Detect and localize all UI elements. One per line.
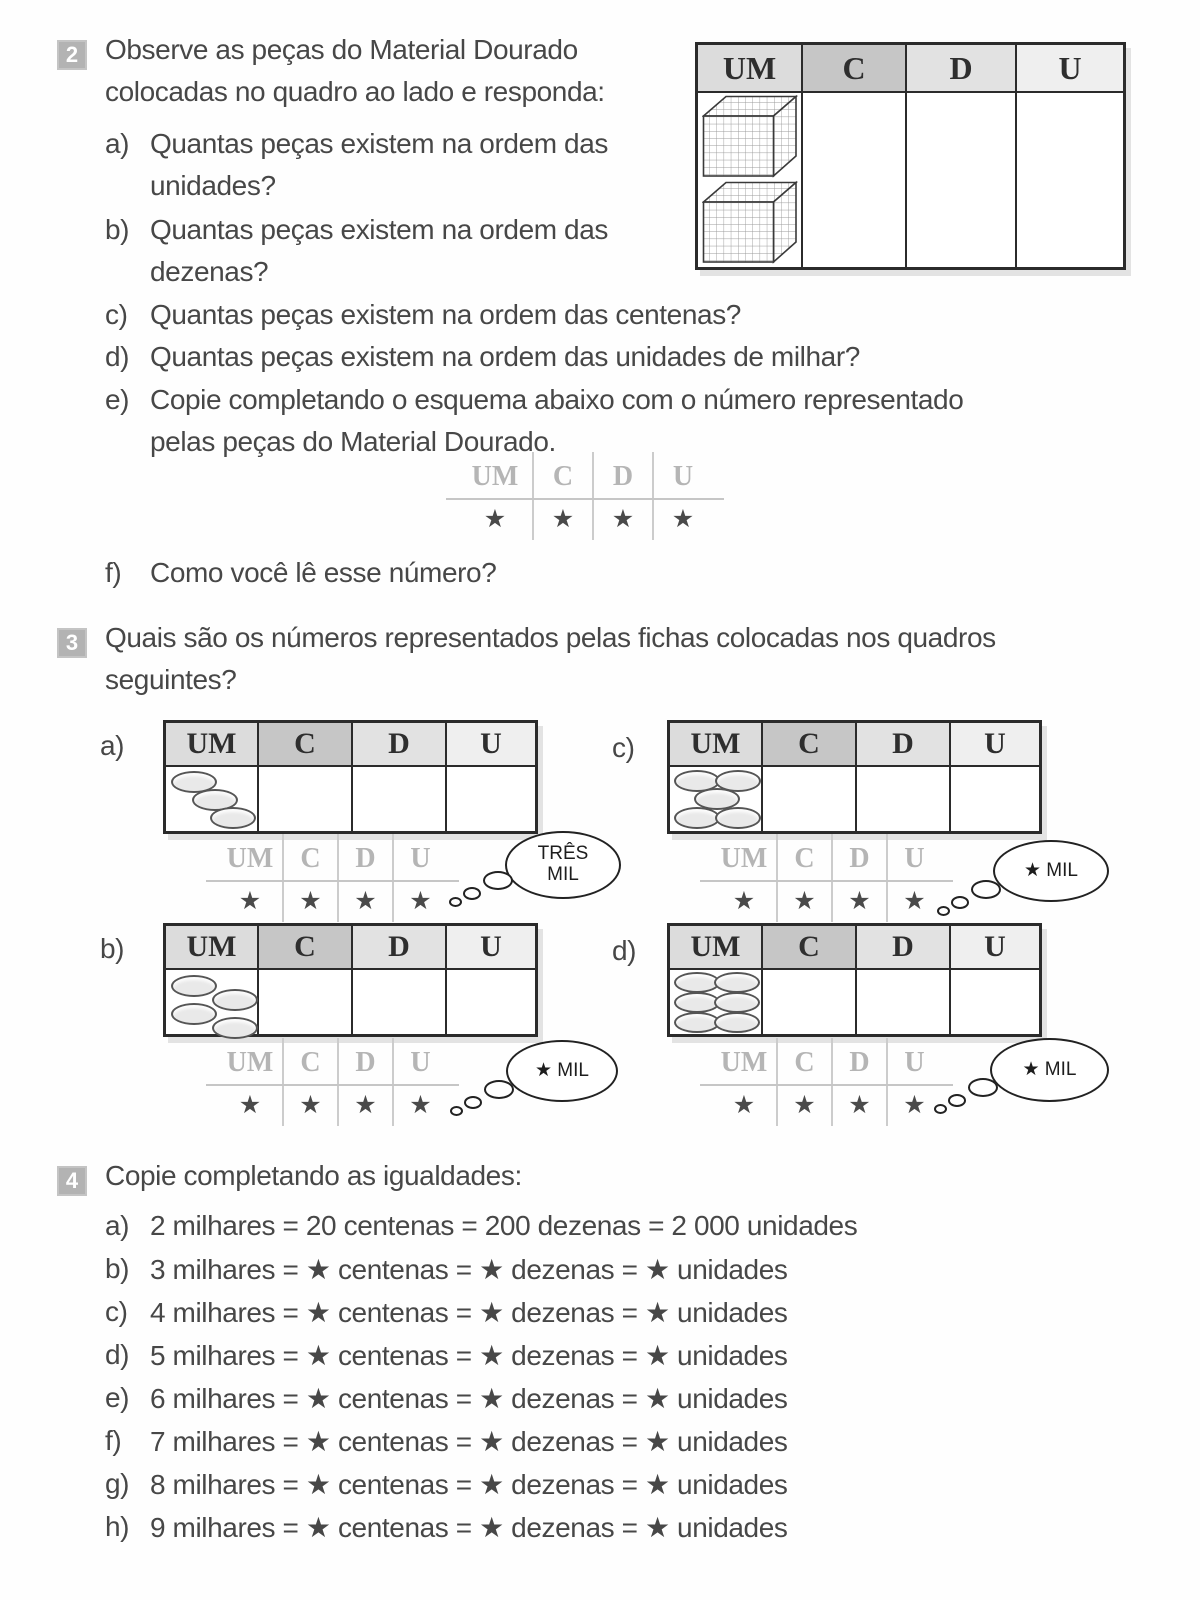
schema-header-d: D [849,1047,870,1078]
schema-header-d: D [849,843,870,874]
board-cell-u [447,767,535,831]
schema-header-c: C [794,1047,815,1078]
thought-bubble-text: TRÊS MIL [505,831,621,899]
eq-item-label: a) [105,1210,130,1241]
board-cell-um [698,93,803,267]
exercise-2-number-badge: 2 [57,40,87,70]
item-d-label: d) [105,341,130,372]
answer-schema-d [712,1038,941,1126]
exercise-2-intro-line1: Observe as peças do Material Dourado [105,34,578,65]
schema-star: ★ [611,505,635,533]
exercise-2-intro-line2: colocadas no quadro ao lado e responda: [105,76,605,107]
schema-header-c: C [300,1047,321,1078]
schema-star: ★ [848,1091,871,1119]
schema-header-c: C [552,461,574,492]
item-f-line1: Como você lê esse número? [150,557,497,588]
item-a-label: a) [105,128,130,159]
exercise-3-title-line2: seguintes? [105,664,237,695]
exercise-4-title: Copie completando as igualdades: [105,1160,522,1191]
schema-header-um: UM [226,1047,274,1078]
bubble-trail-dot [971,880,1001,899]
board-header-um: UM [670,926,763,970]
board-header-u: U [447,926,535,970]
board-cell-c [763,767,857,831]
item-e-line1: Copie completando o esquema abaixo com o número representado [150,384,964,415]
eq-item-label: e) [105,1382,130,1413]
board-header-u: U [951,723,1039,767]
item-a-line2: unidades? [150,170,276,201]
item-e-label: e) [105,384,130,415]
item-a-line1: Quantas peças existem na ordem das [150,128,608,159]
eq-item-label: c) [105,1296,128,1327]
item-c-label: c) [105,299,128,330]
schema-header-d: D [355,843,376,874]
ficha-chip [171,975,217,997]
schema-header-d: D [612,461,634,492]
ficha-chip [714,1012,760,1033]
item-b-label: b) [105,214,130,245]
ficha-chip [212,989,258,1011]
item-d-line1: Quantas peças existem na ordem das unidades de milhar? [150,341,860,372]
schema-star: ★ [299,887,322,915]
schema-header-u: U [672,461,694,492]
board-header-um: UM [670,723,763,767]
ficha-chip [714,972,760,993]
schema-star: ★ [483,505,507,533]
schema-header-um: UM [471,461,519,492]
answer-schema-c [712,834,941,922]
board-header-c: C [803,45,907,93]
schema-star: ★ [793,1091,816,1119]
exercise-3-title-line1: Quais são os números representados pelas fichas colocadas nos quadros [105,622,996,653]
board-cell-um-fichas [670,970,763,1034]
schema-star: ★ [848,887,871,915]
schema-star: ★ [732,1091,756,1119]
thought-bubble-c [993,840,1109,902]
board-header-u: U [447,723,535,767]
ficha-chip [714,992,760,1013]
board-cell-d [907,93,1017,267]
thousand-cubes-icon [702,95,798,265]
place-value-board-d [667,923,1042,1037]
board-header-um: UM [166,723,259,767]
board-cell-d [353,970,447,1034]
schema-divider-line [446,498,724,500]
board-cell-c [803,93,907,267]
board-cell-c [259,970,353,1034]
bubble-trail-dot [450,1106,463,1116]
board-header-d: D [353,723,447,767]
schema-divider-line [206,1084,459,1086]
board-header-c: C [763,723,857,767]
item-b-line2: dezenas? [150,256,269,287]
board-cell-um-fichas [670,767,763,831]
bubble-trail-dot [483,871,513,890]
item-b-line1: Quantas peças existem na ordem das [150,214,608,245]
place-value-board-b [163,923,538,1037]
exercise-3-number-badge: 3 [57,628,87,658]
eq-item-text: 3 milhares = ★ centenas = ★ dezenas = ★ unidades [150,1254,788,1285]
eq-item-text: 9 milhares = ★ centenas = ★ dezenas = ★ unidades [150,1512,788,1543]
schema-star: ★ [793,887,816,915]
quadro-a-label: a) [100,730,125,761]
board-cell-d [857,767,951,831]
bubble-trail-dot [934,1104,947,1114]
item-e-line2: pelas peças do Material Dourado. [150,426,556,457]
schema-star: ★ [299,1091,322,1119]
schema-star: ★ [238,887,262,915]
schema-header-u: U [410,843,431,874]
bubble-trail-dot [464,1096,482,1109]
place-value-board-c [667,720,1042,834]
eq-item-text: 7 milhares = ★ centenas = ★ dezenas = ★ unidades [150,1426,788,1457]
thought-bubble-b [506,1040,618,1102]
board-header-um: UM [166,926,259,970]
place-value-board-exercise2 [695,42,1126,270]
quadro-b-label: b) [100,933,125,964]
answer-schema-exercise2 [458,452,712,540]
schema-star: ★ [409,887,432,915]
schema-header-c: C [794,843,815,874]
board-cell-um-fichas [166,767,259,831]
board-header-d: D [907,45,1017,93]
item-c-line1: Quantas peças existem na ordem das centenas? [150,299,741,330]
schema-header-u: U [904,843,925,874]
thought-bubble-d [990,1038,1109,1102]
schema-divider-line [700,880,953,882]
board-header-d: D [353,926,447,970]
place-value-board-a [163,720,538,834]
board-cell-u [951,767,1039,831]
thought-bubble-text: ★ MIL [990,1038,1109,1102]
eq-item-text: 5 milhares = ★ centenas = ★ dezenas = ★ unidades [150,1340,788,1371]
quadro-c-label: c) [612,732,635,763]
schema-header-c: C [300,843,321,874]
schema-star: ★ [354,887,377,915]
board-header-u: U [1017,45,1123,93]
schema-star: ★ [354,1091,377,1119]
bubble-trail-dot [968,1078,998,1097]
eq-item-text: 2 milhares = 20 centenas = 200 dezenas = 2 000 unidades [150,1210,858,1241]
board-cell-u [447,970,535,1034]
quadro-d-label: d) [612,935,637,966]
board-header-d: D [857,926,951,970]
schema-header-u: U [904,1047,925,1078]
board-cell-u [1017,93,1123,267]
eq-item-label: g) [105,1468,130,1499]
ficha-chip [171,1003,217,1025]
eq-item-label: h) [105,1511,130,1542]
board-cell-um-fichas [166,970,259,1034]
board-cell-c [763,970,857,1034]
ficha-chip [210,807,256,829]
board-header-c: C [259,723,353,767]
ficha-chip [674,807,720,829]
board-cell-d [353,767,447,831]
board-header-um: UM [698,45,803,93]
schema-header-um: UM [720,1047,768,1078]
bubble-trail-dot [484,1080,514,1099]
board-header-d: D [857,723,951,767]
schema-star: ★ [903,1091,926,1119]
eq-item-label: d) [105,1339,130,1370]
board-cell-u [951,970,1039,1034]
board-header-u: U [951,926,1039,970]
eq-item-text: 4 milhares = ★ centenas = ★ dezenas = ★ unidades [150,1297,788,1328]
eq-item-text: 6 milhares = ★ centenas = ★ dezenas = ★ unidades [150,1383,788,1414]
thought-bubble-a [505,831,621,899]
bubble-trail-dot [937,906,950,916]
answer-schema-b [218,1038,447,1126]
bubble-trail-dot [948,1094,966,1107]
exercise-4-number-badge: 4 [57,1166,87,1196]
board-cell-d [857,970,951,1034]
schema-star: ★ [671,505,695,533]
schema-divider-line [206,880,459,882]
schema-star: ★ [903,887,926,915]
ficha-chip [715,807,761,829]
board-header-c: C [259,926,353,970]
ficha-chip [212,1017,258,1039]
schema-star: ★ [551,505,575,533]
thought-bubble-text: ★ MIL [993,840,1109,902]
eq-item-label: f) [105,1425,122,1456]
schema-header-um: UM [226,843,274,874]
bubble-trail-dot [449,897,462,907]
thought-bubble-text: ★ MIL [506,1040,618,1102]
item-f-label: f) [105,557,122,588]
board-cell-c [259,767,353,831]
schema-star: ★ [732,887,756,915]
bubble-trail-dot [463,887,481,900]
board-header-c: C [763,926,857,970]
answer-schema-a [218,834,447,922]
eq-item-text: 8 milhares = ★ centenas = ★ dezenas = ★ unidades [150,1469,788,1500]
eq-item-label: b) [105,1253,130,1284]
bubble-trail-dot [951,896,969,909]
schema-header-u: U [410,1047,431,1078]
schema-star: ★ [409,1091,432,1119]
schema-star: ★ [238,1091,262,1119]
schema-header-d: D [355,1047,376,1078]
schema-divider-line [700,1084,953,1086]
schema-header-um: UM [720,843,768,874]
